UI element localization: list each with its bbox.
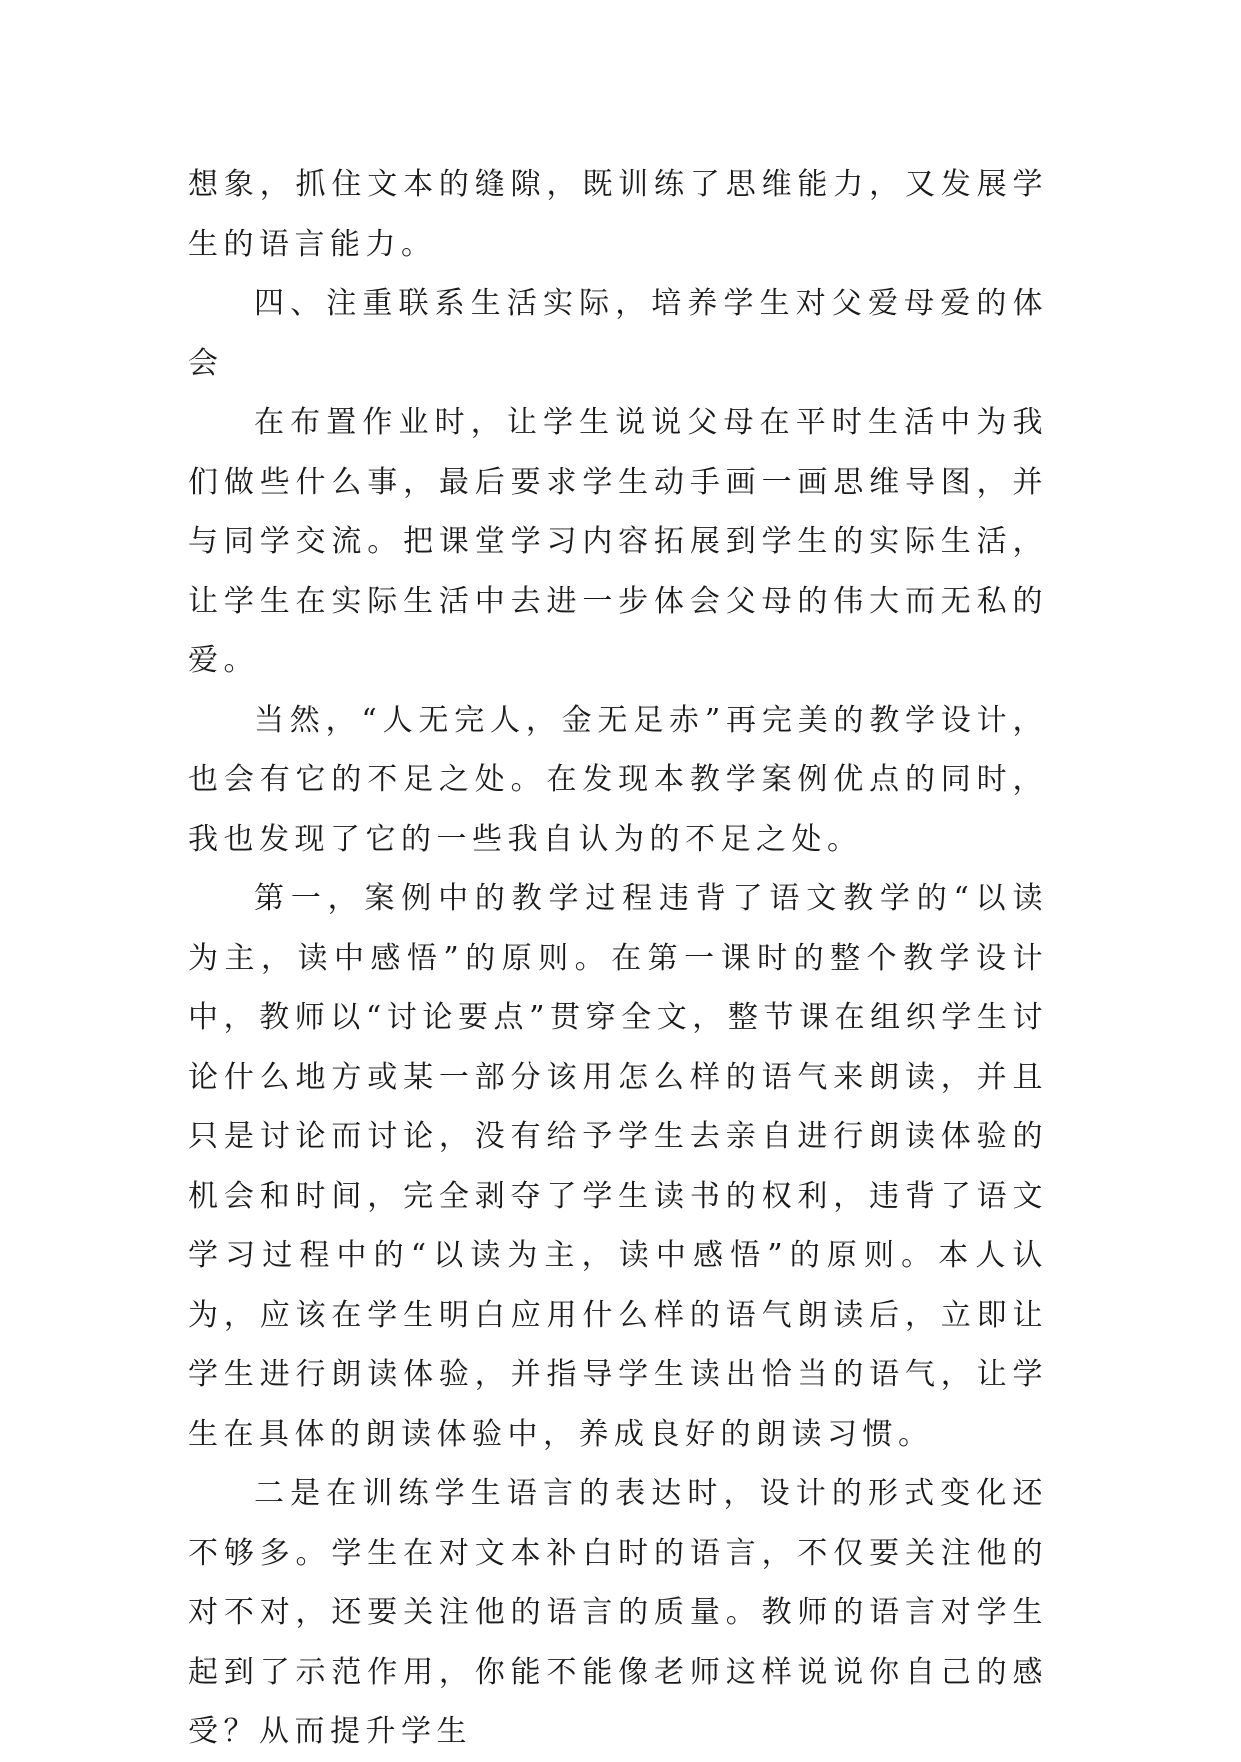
section-heading-4: 四、注重联系生活实际，培养学生对父爱母爱的体会 bbox=[188, 286, 1048, 381]
paragraph-shortcomings-intro: 当然，“人无完人，金无足赤”再完美的教学设计，也会有它的不足之处。在发现本教学案例优点的同时，我也发现了它的一些我自认为的不足之处。 bbox=[188, 702, 1048, 857]
paragraph-shortcoming-2: 二是在训练学生语言的表达时，设计的形式变化还不够多。学生在对文本补白时的语言，不仅要关注他的对不对，还要关注他的语言的质量。教师的语言对学生起到了示范作用，你能不能像老师这样说说你自己的感受？从而提升学生 bbox=[188, 1476, 1048, 1749]
paragraph-1: 想象，抓住文本的缝隙，既训练了思维能力，又发展学生的语言能力。 bbox=[188, 167, 1048, 262]
paragraph-shortcoming-1: 第一，案例中的教学过程违背了语文教学的“以读为主，读中感悟”的原则。在第一课时的整个教学设计中，教师以“讨论要点”贯穿全文，整节课在组织学生讨论什么地方或某一部分该用怎么样的语气来朗读，并且只是讨论而讨论，没有给予学生去亲自进行朗读体验的机会和时间，完全剥夺了学生读书的权利，违背了语文学习过程中的“以读为主，读中感悟”的原则。本人认为，应该在学生明白应用什么样的语气朗读后，立即让学生进行朗读体验，并指导学生读出恰当的语气，让学生在具体的朗读体验中，养成良好的朗读习惯。 bbox=[188, 881, 1048, 1452]
paragraph-homework: 在布置作业时，让学生说说父母在平时生活中为我们做些什么事，最后要求学生动手画一画思维导图，并与同学交流。把课堂学习内容拓展到学生的实际生活，让学生在实际生活中去进一步体会父母的伟大而无私的爱。 bbox=[188, 405, 1048, 678]
document-page bbox=[188, 155, 1048, 1762]
